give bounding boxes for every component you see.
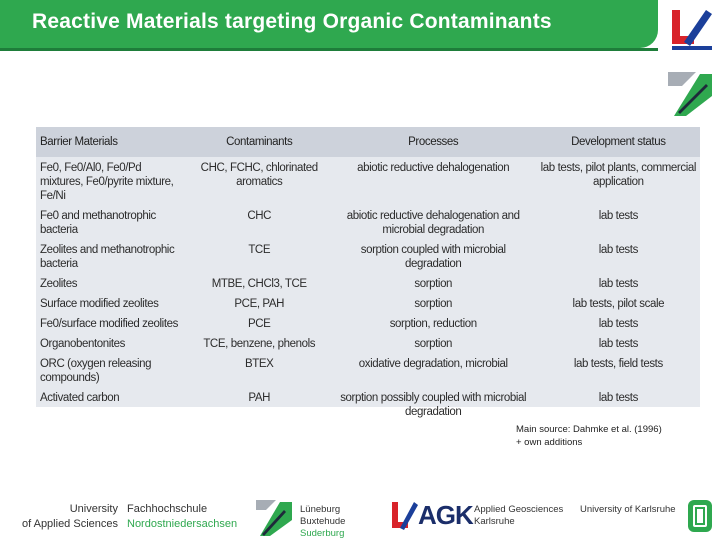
cell-contaminants: CHC	[247, 210, 272, 222]
table-row	[36, 334, 700, 354]
table-row	[36, 314, 700, 334]
table-row	[36, 206, 700, 240]
source-line-2: + own additions	[516, 437, 583, 448]
cell-status: lab tests, field tests	[573, 358, 663, 370]
cell-processes: abiotic reductive dehalogenation and microbial degradation	[346, 210, 520, 236]
agk-subtitle	[474, 504, 563, 528]
cell-material: Activated carbon	[40, 392, 120, 404]
footer-univ-line2: of Applied Sciences	[21, 518, 118, 530]
cell-status: lab tests	[598, 338, 638, 350]
cell-contaminants: PCE	[247, 318, 271, 330]
header-processes: Processes	[330, 127, 537, 157]
fh-footer-logo-icon	[254, 498, 294, 538]
cell-processes: abiotic reductive dehalogenation	[357, 162, 510, 174]
cell-status: lab tests, pilot plants, commercial application	[540, 162, 697, 188]
cell-material: ORC (oxygen releasing compounds)	[40, 358, 152, 384]
cell-contaminants: TCE	[248, 244, 271, 256]
cell-contaminants: CHC, FCHC, chlorinated aromatics	[200, 162, 318, 188]
cell-status: lab tests	[598, 244, 638, 256]
cell-contaminants: PCE, PAH	[234, 298, 285, 310]
cell-material: Zeolites and methanotrophic bacteria	[40, 244, 175, 270]
cell-processes: sorption	[414, 338, 453, 350]
cell-contaminants: BTEX	[245, 358, 274, 370]
footer-city-2: Buxtehude	[300, 516, 346, 527]
title-accent-line	[0, 48, 658, 51]
footer-cities	[300, 504, 345, 540]
agk-line2: Karlsruhe	[474, 516, 515, 527]
title-banner	[0, 0, 658, 48]
cell-contaminants: MTBE, CHCl3, TCE	[211, 278, 307, 290]
footer-city-3: Suderburg	[300, 528, 345, 539]
cell-material: Fe0 and methanotrophic bacteria	[40, 210, 156, 236]
cell-material: Fe0/surface modified zeolites	[40, 318, 178, 330]
cell-processes: sorption	[414, 298, 453, 310]
cell-contaminants: TCE, benzene, phenols	[203, 338, 316, 350]
table-row	[36, 294, 700, 314]
footer-univ-line1: University	[69, 503, 118, 515]
fh-logo-icon	[666, 68, 716, 120]
table-row	[36, 354, 700, 388]
cell-status: lab tests	[598, 392, 638, 404]
nav-logo-icon	[686, 498, 714, 534]
source-line-1: Main source: Dahmke et al. (1996)	[516, 424, 662, 435]
footer	[0, 492, 720, 540]
header-materials: Barrier Materials	[36, 127, 189, 157]
cell-status: lab tests	[598, 278, 638, 290]
table-row	[36, 274, 700, 294]
header-contaminants: Contaminants	[189, 127, 330, 157]
table-header-row	[36, 127, 700, 157]
cell-status: lab tests	[598, 210, 638, 222]
table-row	[36, 388, 700, 422]
table-row	[36, 157, 700, 206]
cell-material: Fe0, Fe0/Al0, Fe0/Pd mixtures, Fe0/pyrite mixture, Fe/Ni	[40, 162, 174, 202]
footer-fh-line2: Nordostniedersachsen	[127, 518, 238, 530]
cell-processes: sorption coupled with microbial degradation	[360, 244, 506, 270]
university-logo-icon	[664, 4, 716, 56]
table-row	[36, 240, 700, 274]
footer-fachhochschule	[127, 502, 237, 532]
cell-processes: sorption, reduction	[389, 318, 477, 330]
footer-fh-line1: Fachhochschule	[127, 503, 208, 515]
footer-karlsruhe: University of Karlsruhe	[580, 504, 676, 515]
cell-status: lab tests	[598, 318, 638, 330]
source-note	[516, 423, 706, 449]
header-status: Development status	[537, 127, 700, 157]
cell-contaminants: PAH	[248, 392, 271, 404]
cell-material: Surface modified zeolites	[40, 298, 159, 310]
cell-material: Organobentonites	[40, 338, 126, 350]
barrier-materials-table	[36, 127, 700, 422]
cell-processes: oxidative degradation, microbial	[358, 358, 508, 370]
footer-university	[10, 502, 118, 532]
cell-processes: sorption possibly coupled with microbial degradation	[340, 392, 527, 418]
agk-logo: AGK	[418, 500, 473, 530]
slide-title: Reactive Materials targeting Organic Contaminants	[32, 10, 552, 33]
agk-line1: Applied Geosciences	[474, 504, 564, 515]
cell-processes: sorption	[414, 278, 453, 290]
cell-material: Zeolites	[40, 278, 78, 290]
karlsruhe-footer-logo-icon	[388, 498, 418, 534]
cell-status: lab tests, pilot scale	[572, 298, 665, 310]
footer-city-1: Lüneburg	[300, 504, 341, 515]
